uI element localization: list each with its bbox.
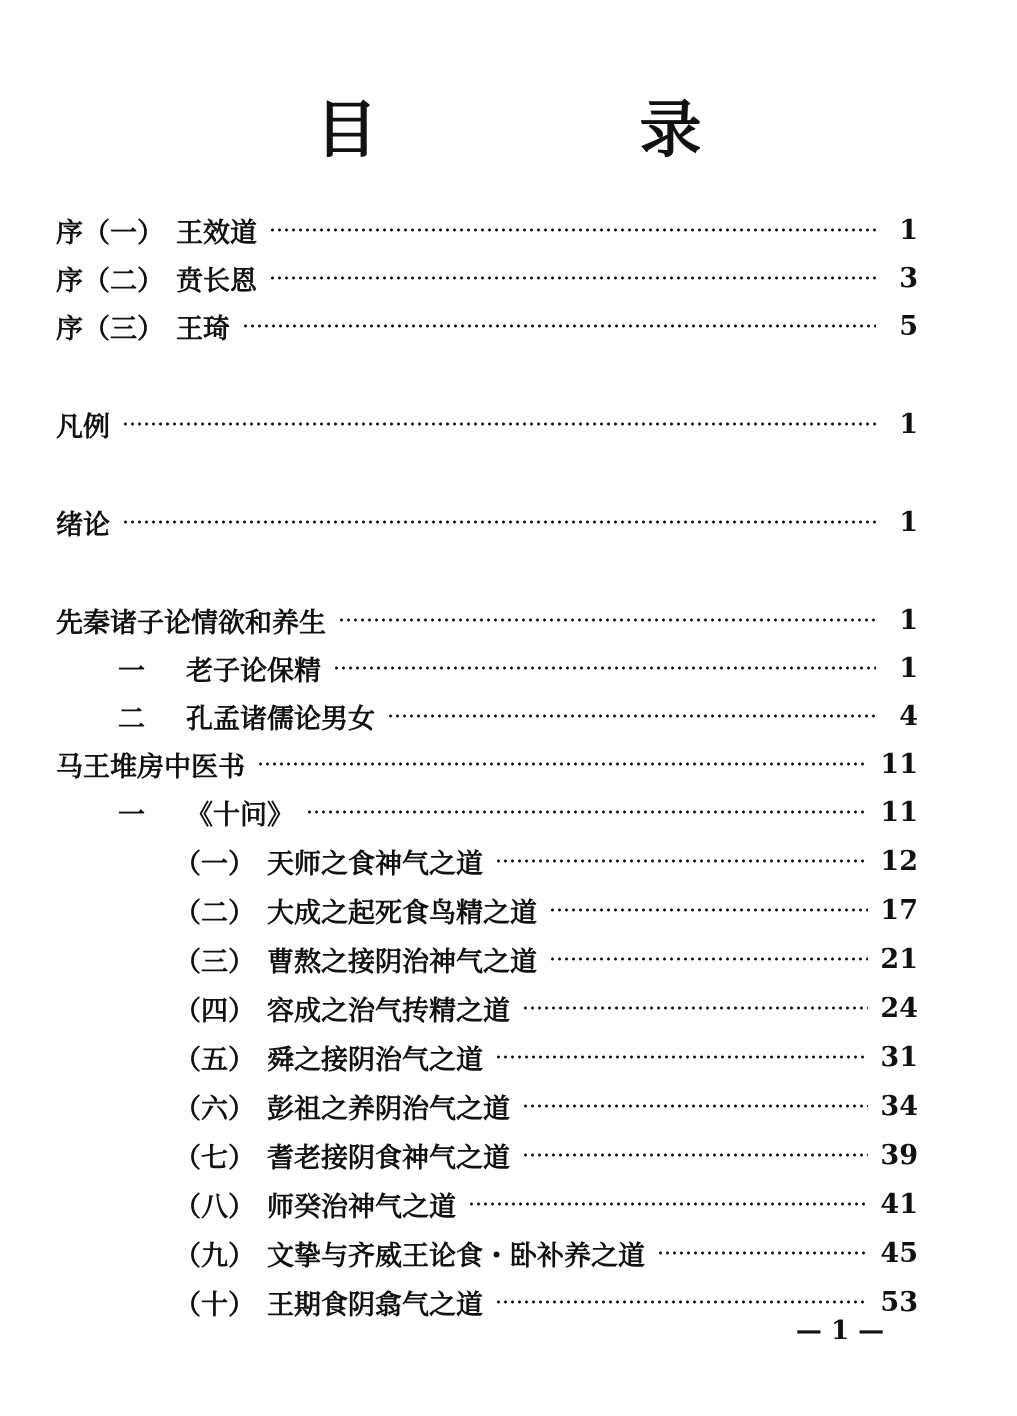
entry-label: 曹熬之接阴治神气之道 xyxy=(267,946,537,978)
entry-label: 耆老接阴食神气之道 xyxy=(267,1142,510,1174)
entry-label: 文挚与齐威王论食・卧补养之道 xyxy=(267,1240,645,1272)
entry-number: （一） xyxy=(174,848,255,880)
entry-label: 马王堆房中医书 xyxy=(56,751,245,783)
entry-label: 先秦诸子论情欲和养生 xyxy=(56,607,326,639)
page-number: 1 xyxy=(899,408,918,440)
entry-number: 序（三） xyxy=(56,313,164,345)
dot-leader xyxy=(306,809,868,815)
toc-entry-shiwen-2[interactable] xyxy=(174,890,918,930)
page-number: 17 xyxy=(880,894,918,926)
entry-number: （八） xyxy=(174,1191,255,1223)
entry-number: 序（一） xyxy=(56,217,164,249)
dot-leader xyxy=(257,761,868,767)
dot-leader xyxy=(495,858,868,864)
page-number: 11 xyxy=(880,748,918,780)
dot-leader xyxy=(338,617,876,623)
page-number: 53 xyxy=(880,1286,918,1318)
entry-number: （七） xyxy=(174,1142,255,1174)
toc-entry-chapter-2[interactable] xyxy=(56,744,918,784)
dot-leader xyxy=(549,956,868,962)
toc-entry-preface-2[interactable] xyxy=(56,258,918,298)
page-number: 5 xyxy=(899,310,918,342)
dot-leader xyxy=(122,519,876,525)
dot-leader xyxy=(522,1103,868,1109)
entry-number: 一 xyxy=(118,655,145,687)
entry-number: （三） xyxy=(174,946,255,978)
dot-leader xyxy=(522,1005,868,1011)
entry-label: 孔孟诸儒论男女 xyxy=(186,703,375,735)
dot-leader xyxy=(549,907,868,913)
toc-entry-preface-1[interactable] xyxy=(56,210,918,250)
page-number: 12 xyxy=(880,845,918,877)
toc-entry-shiwen-7[interactable] xyxy=(174,1135,918,1175)
page-number: 39 xyxy=(880,1139,918,1171)
entry-label: 贲长恩 xyxy=(176,265,257,297)
page-title: 目 录 xyxy=(315,93,802,166)
entry-number: （六） xyxy=(174,1093,255,1125)
entry-label: 王琦 xyxy=(176,313,230,345)
page-number: 34 xyxy=(880,1090,918,1122)
entry-number: （十） xyxy=(174,1289,255,1321)
toc-entry-shiwen-4[interactable] xyxy=(174,988,918,1028)
dot-leader xyxy=(242,323,876,329)
dot-leader xyxy=(522,1152,868,1158)
toc-entry-chapter-1[interactable] xyxy=(56,600,918,640)
entry-number: 二 xyxy=(118,703,145,735)
toc-entry-shiwen-3[interactable] xyxy=(174,939,918,979)
dot-leader xyxy=(387,713,876,719)
entry-number: （二） xyxy=(174,897,255,929)
entry-label: 彭祖之养阴治气之道 xyxy=(267,1093,510,1125)
entry-label: 绪论 xyxy=(56,509,110,541)
dot-leader xyxy=(122,421,876,427)
toc-entry-xulun[interactable] xyxy=(56,502,918,542)
entry-label: 舜之接阴治气之道 xyxy=(267,1044,483,1076)
toc-entry-chapter-1-section-1[interactable] xyxy=(118,648,918,688)
entry-label: 凡例 xyxy=(56,411,110,443)
entry-label: 天师之食神气之道 xyxy=(267,848,483,880)
page-number: 31 xyxy=(880,1041,918,1073)
toc-entry-shiwen-5[interactable] xyxy=(174,1037,918,1077)
entry-label: 王效道 xyxy=(176,217,257,249)
entry-label: 容成之治气抟精之道 xyxy=(267,995,510,1027)
toc-entry-preface-3[interactable] xyxy=(56,306,918,346)
dot-leader xyxy=(269,227,876,233)
entry-number: （四） xyxy=(174,995,255,1027)
toc-entry-shiwen-1[interactable] xyxy=(174,841,918,881)
entry-label: 大成之起死食鸟精之道 xyxy=(267,897,537,929)
entry-number: （九） xyxy=(174,1240,255,1272)
page-number: 41 xyxy=(880,1188,918,1220)
dot-leader xyxy=(269,275,876,281)
entry-label: 王期食阴翕气之道 xyxy=(267,1289,483,1321)
page-number: 1 xyxy=(899,506,918,538)
toc-entry-chapter-1-section-2[interactable] xyxy=(118,696,918,736)
toc-entry-shiwen-6[interactable] xyxy=(174,1086,918,1126)
dot-leader xyxy=(495,1299,868,1305)
dot-leader xyxy=(495,1054,868,1060)
page-number: 3 xyxy=(899,262,918,294)
dot-leader xyxy=(657,1250,868,1256)
toc-entry-shiwen-8[interactable] xyxy=(174,1184,918,1224)
toc-entry-shiwen-9[interactable] xyxy=(174,1233,918,1273)
toc-entry-fanli[interactable] xyxy=(56,404,918,444)
dot-leader xyxy=(333,665,876,671)
page-number: 4 xyxy=(899,700,918,732)
entry-number: 序（二） xyxy=(56,265,164,297)
page-number: 21 xyxy=(880,943,918,975)
page-number: 1 xyxy=(899,214,918,246)
page-number: 11 xyxy=(880,796,918,828)
entry-number: （五） xyxy=(174,1044,255,1076)
page-number: 24 xyxy=(880,992,918,1024)
page-number: 1 xyxy=(899,652,918,684)
entry-label: 师癸治神气之道 xyxy=(267,1191,456,1223)
page-footer-number: — 1 — xyxy=(795,1316,885,1346)
entry-number: 一 xyxy=(118,799,145,831)
page-number: 1 xyxy=(899,604,918,636)
page-number: 45 xyxy=(880,1237,918,1269)
toc-entry-chapter-2-section-1[interactable] xyxy=(118,792,918,832)
entry-label: 老子论保精 xyxy=(186,655,321,687)
dot-leader xyxy=(468,1201,868,1207)
entry-label: 《十问》 xyxy=(186,799,294,831)
